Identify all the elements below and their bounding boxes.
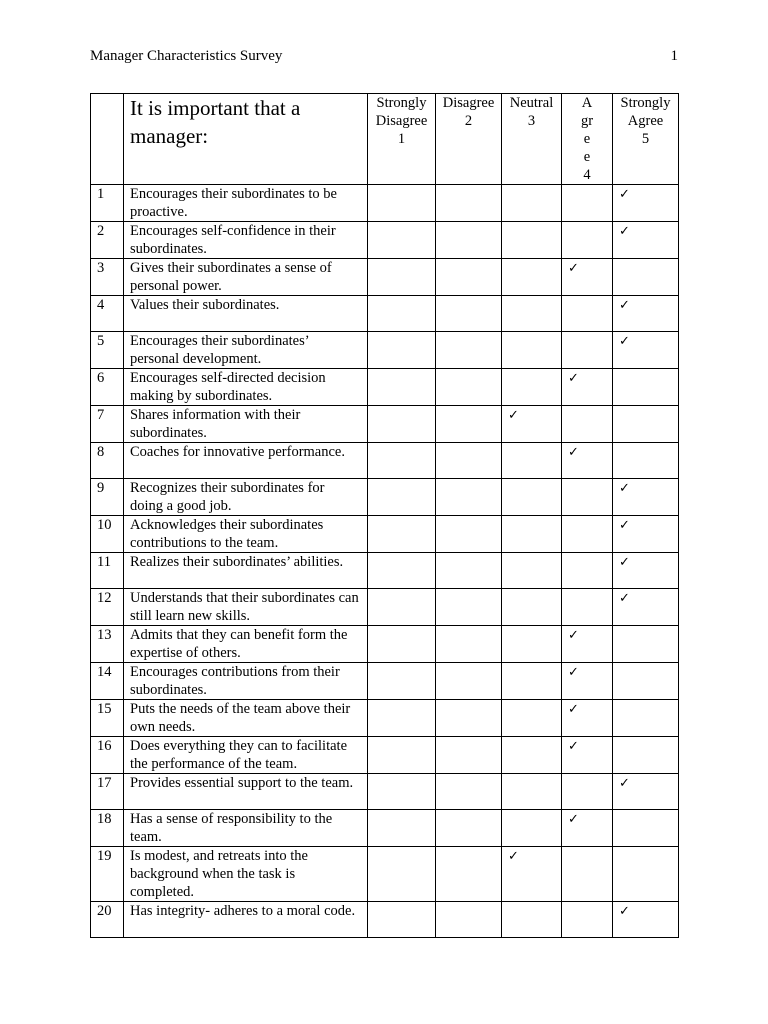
item-statement: Puts the needs of the team above their own needs.: [124, 700, 368, 737]
item-number: 3: [91, 259, 124, 296]
item-number: 9: [91, 479, 124, 516]
table-row: [91, 663, 679, 700]
rating-cell-4[interactable]: [562, 737, 613, 774]
rating-cell-5[interactable]: [613, 479, 679, 516]
rating-cell-2[interactable]: [436, 700, 502, 737]
rating-cell-5[interactable]: [613, 902, 679, 938]
item-number: 17: [91, 774, 124, 810]
item-statement: Has a sense of responsibility to the team.: [124, 810, 368, 847]
rating-cell-3[interactable]: [502, 626, 562, 663]
rating-cell-4[interactable]: [562, 222, 613, 259]
check-mark-icon: ✓: [619, 518, 630, 533]
rating-cell-2[interactable]: [436, 406, 502, 443]
rating-cell-5[interactable]: [613, 443, 679, 479]
item-statement: Shares information with their subordinates.: [124, 406, 368, 443]
scale-value: 3: [527, 113, 536, 129]
item-statement: Admits that they can benefit form the expertise of others.: [124, 626, 368, 663]
rating-cell-1[interactable]: [368, 259, 436, 296]
item-statement: Acknowledges their subordinates contributions to the team.: [124, 516, 368, 553]
check-mark-icon: ✓: [619, 298, 630, 313]
rating-cell-4[interactable]: [562, 626, 613, 663]
rating-cell-5[interactable]: [613, 222, 679, 259]
rating-cell-1[interactable]: [368, 902, 436, 938]
rating-cell-1[interactable]: [368, 406, 436, 443]
rating-cell-5[interactable]: [613, 810, 679, 847]
item-number: 14: [91, 663, 124, 700]
item-statement: Encourages contributions from their subordinates.: [124, 663, 368, 700]
scale-label: Neutral: [509, 95, 554, 111]
rating-cell-4[interactable]: [562, 700, 613, 737]
rating-cell-4[interactable]: [562, 479, 613, 516]
scale-label: Agre e: [580, 95, 594, 165]
table-row: [91, 626, 679, 663]
rating-cell-1[interactable]: [368, 626, 436, 663]
rating-cell-3[interactable]: [502, 737, 562, 774]
check-mark-icon: ✓: [568, 665, 579, 680]
rating-cell-1[interactable]: [368, 516, 436, 553]
rating-cell-2[interactable]: [436, 259, 502, 296]
rating-cell-3[interactable]: [502, 810, 562, 847]
survey-body: [91, 185, 679, 938]
rating-cell-2[interactable]: [436, 553, 502, 589]
item-number: 15: [91, 700, 124, 737]
item-statement: Encourages their subordinates’ personal development.: [124, 332, 368, 369]
rating-cell-1[interactable]: [368, 737, 436, 774]
item-statement: Coaches for innovative performance.: [124, 443, 368, 479]
item-number: 1: [91, 185, 124, 222]
scale-value: 4: [583, 167, 591, 183]
table-row: [91, 902, 679, 938]
item-statement: Recognizes their subordinates for doing a good job.: [124, 479, 368, 516]
item-number: 19: [91, 847, 124, 902]
check-mark-icon: ✓: [508, 849, 519, 864]
rating-cell-1[interactable]: [368, 185, 436, 222]
rating-cell-1[interactable]: [368, 553, 436, 589]
check-mark-icon: ✓: [568, 628, 579, 643]
rating-cell-5[interactable]: [613, 553, 679, 589]
scale-value: 2: [464, 113, 473, 129]
rating-cell-1[interactable]: [368, 369, 436, 406]
rating-cell-3[interactable]: [502, 222, 562, 259]
rating-cell-4[interactable]: [562, 443, 613, 479]
check-mark-icon: ✓: [508, 408, 519, 423]
rating-cell-3[interactable]: [502, 406, 562, 443]
item-number: 16: [91, 737, 124, 774]
running-head: [90, 47, 678, 65]
rating-cell-2[interactable]: [436, 479, 502, 516]
rating-cell-2[interactable]: [436, 369, 502, 406]
check-mark-icon: ✓: [619, 224, 630, 239]
header-row: [91, 94, 679, 185]
rating-cell-4[interactable]: [562, 296, 613, 332]
rating-cell-4[interactable]: [562, 406, 613, 443]
rating-cell-2[interactable]: [436, 516, 502, 553]
check-mark-icon: ✓: [568, 445, 579, 460]
rating-cell-3[interactable]: [502, 589, 562, 626]
rating-cell-2[interactable]: [436, 296, 502, 332]
rating-cell-1[interactable]: [368, 774, 436, 810]
check-mark-icon: ✓: [619, 481, 630, 496]
rating-cell-1[interactable]: [368, 222, 436, 259]
item-number: 2: [91, 222, 124, 259]
table-row: [91, 222, 679, 259]
item-statement: Is modest, and retreats into the background when the task is completed.: [124, 847, 368, 902]
scale-value: 5: [641, 131, 650, 147]
item-statement: Understands that their subordinates can still learn new skills.: [124, 589, 368, 626]
rating-cell-3[interactable]: [502, 774, 562, 810]
rating-cell-2[interactable]: [436, 737, 502, 774]
rating-cell-5[interactable]: [613, 332, 679, 369]
rating-cell-2[interactable]: [436, 774, 502, 810]
check-mark-icon: ✓: [619, 904, 630, 919]
scale-header-agree: [562, 94, 613, 185]
table-row: [91, 406, 679, 443]
rating-cell-3[interactable]: [502, 479, 562, 516]
rating-cell-1[interactable]: [368, 443, 436, 479]
item-statement: Encourages self-confidence in their subordinates.: [124, 222, 368, 259]
rating-cell-4[interactable]: [562, 369, 613, 406]
rating-cell-1[interactable]: [368, 589, 436, 626]
rating-cell-5[interactable]: [613, 406, 679, 443]
item-number: 8: [91, 443, 124, 479]
table-row: [91, 296, 679, 332]
check-mark-icon: ✓: [568, 702, 579, 717]
table-row: [91, 479, 679, 516]
check-mark-icon: ✓: [619, 591, 630, 606]
rating-cell-1[interactable]: [368, 700, 436, 737]
item-statement: Has integrity- adheres to a moral code.: [124, 902, 368, 938]
item-statement: Encourages their subordinates to be proactive.: [124, 185, 368, 222]
rating-cell-4[interactable]: [562, 847, 613, 902]
rating-cell-5[interactable]: [613, 259, 679, 296]
scale-label: Strongly Agree: [620, 95, 671, 129]
table-row: [91, 516, 679, 553]
rating-cell-1[interactable]: [368, 663, 436, 700]
rating-cell-3[interactable]: [502, 700, 562, 737]
rating-cell-2[interactable]: [436, 443, 502, 479]
rating-cell-5[interactable]: [613, 516, 679, 553]
check-mark-icon: ✓: [568, 261, 579, 276]
item-statement: Values their subordinates.: [124, 296, 368, 332]
rating-cell-1[interactable]: [368, 847, 436, 902]
item-number: 18: [91, 810, 124, 847]
table-row: [91, 443, 679, 479]
table-row: [91, 369, 679, 406]
rating-cell-2[interactable]: [436, 902, 502, 938]
scale-value: 1: [397, 131, 406, 147]
rating-cell-5[interactable]: [613, 663, 679, 700]
rating-cell-3[interactable]: [502, 296, 562, 332]
rating-cell-2[interactable]: [436, 663, 502, 700]
table-row: [91, 774, 679, 810]
check-mark-icon: ✓: [619, 555, 630, 570]
rating-cell-1[interactable]: [368, 810, 436, 847]
check-mark-icon: ✓: [619, 776, 630, 791]
rating-cell-3[interactable]: [502, 332, 562, 369]
item-number: 20: [91, 902, 124, 938]
item-number: 12: [91, 589, 124, 626]
check-mark-icon: ✓: [619, 187, 630, 202]
table-row: [91, 700, 679, 737]
rating-cell-3[interactable]: [502, 902, 562, 938]
rating-cell-3[interactable]: [502, 516, 562, 553]
scale-label: Strongly Disagree: [375, 95, 428, 129]
item-number: 13: [91, 626, 124, 663]
rating-cell-4[interactable]: [562, 774, 613, 810]
rating-cell-2[interactable]: [436, 589, 502, 626]
item-number: 4: [91, 296, 124, 332]
rating-cell-4[interactable]: [562, 902, 613, 938]
rating-cell-1[interactable]: [368, 296, 436, 332]
rating-cell-5[interactable]: [613, 296, 679, 332]
rating-cell-2[interactable]: [436, 810, 502, 847]
table-row: [91, 589, 679, 626]
rating-cell-3[interactable]: [502, 663, 562, 700]
scale-header-strongly-agree: [613, 94, 679, 185]
rating-cell-2[interactable]: [436, 332, 502, 369]
item-statement: Gives their subordinates a sense of personal power.: [124, 259, 368, 296]
rating-cell-3[interactable]: [502, 443, 562, 479]
table-row: [91, 185, 679, 222]
check-mark-icon: ✓: [568, 371, 579, 386]
scale-header-strongly-disagree: [368, 94, 436, 185]
rating-cell-4[interactable]: [562, 185, 613, 222]
table-row: [91, 810, 679, 847]
item-number: 10: [91, 516, 124, 553]
item-statement: Realizes their subordinates’ abilities.: [124, 553, 368, 589]
page-number: 1: [670, 48, 678, 64]
rating-cell-1[interactable]: [368, 332, 436, 369]
rating-cell-3[interactable]: [502, 369, 562, 406]
table-row: [91, 847, 679, 902]
rating-cell-4[interactable]: [562, 553, 613, 589]
rating-cell-2[interactable]: [436, 626, 502, 663]
rating-cell-2[interactable]: [436, 847, 502, 902]
rating-cell-4[interactable]: [562, 663, 613, 700]
check-mark-icon: ✓: [568, 739, 579, 754]
rating-cell-3[interactable]: [502, 259, 562, 296]
number-column-header: [91, 94, 124, 185]
rating-cell-2[interactable]: [436, 185, 502, 222]
scale-label: Disagree: [442, 95, 495, 111]
item-number: 6: [91, 369, 124, 406]
rating-cell-4[interactable]: [562, 589, 613, 626]
scale-header-neutral: [502, 94, 562, 185]
item-number: 11: [91, 553, 124, 589]
survey-table: [90, 93, 679, 938]
table-row: [91, 332, 679, 369]
rating-cell-4[interactable]: [562, 259, 613, 296]
rating-cell-2[interactable]: [436, 222, 502, 259]
item-statement: Does everything they can to facilitate the performance of the team.: [124, 737, 368, 774]
item-number: 7: [91, 406, 124, 443]
check-mark-icon: ✓: [568, 812, 579, 827]
rating-cell-5[interactable]: [613, 185, 679, 222]
table-row: [91, 553, 679, 589]
rating-cell-5[interactable]: [613, 589, 679, 626]
item-number: 5: [91, 332, 124, 369]
rating-cell-5[interactable]: [613, 626, 679, 663]
item-statement: Encourages self-directed decision making by subordinates.: [124, 369, 368, 406]
rating-cell-1[interactable]: [368, 479, 436, 516]
rating-cell-5[interactable]: [613, 700, 679, 737]
rating-cell-3[interactable]: [502, 185, 562, 222]
table-row: [91, 259, 679, 296]
rating-cell-5[interactable]: [613, 369, 679, 406]
rating-cell-4[interactable]: [562, 332, 613, 369]
table-row: [91, 737, 679, 774]
check-mark-icon: ✓: [619, 334, 630, 349]
rating-cell-5[interactable]: [613, 774, 679, 810]
item-statement: Provides essential support to the team.: [124, 774, 368, 810]
rating-cell-4[interactable]: [562, 516, 613, 553]
rating-cell-3[interactable]: [502, 553, 562, 589]
rating-cell-3[interactable]: [502, 847, 562, 902]
scale-header-disagree: [436, 94, 502, 185]
prompt-heading: It is important that a manager:: [124, 94, 368, 185]
rating-cell-5[interactable]: [613, 847, 679, 902]
document-title: Manager Characteristics Survey: [90, 48, 283, 64]
rating-cell-4[interactable]: [562, 810, 613, 847]
rating-cell-5[interactable]: [613, 737, 679, 774]
